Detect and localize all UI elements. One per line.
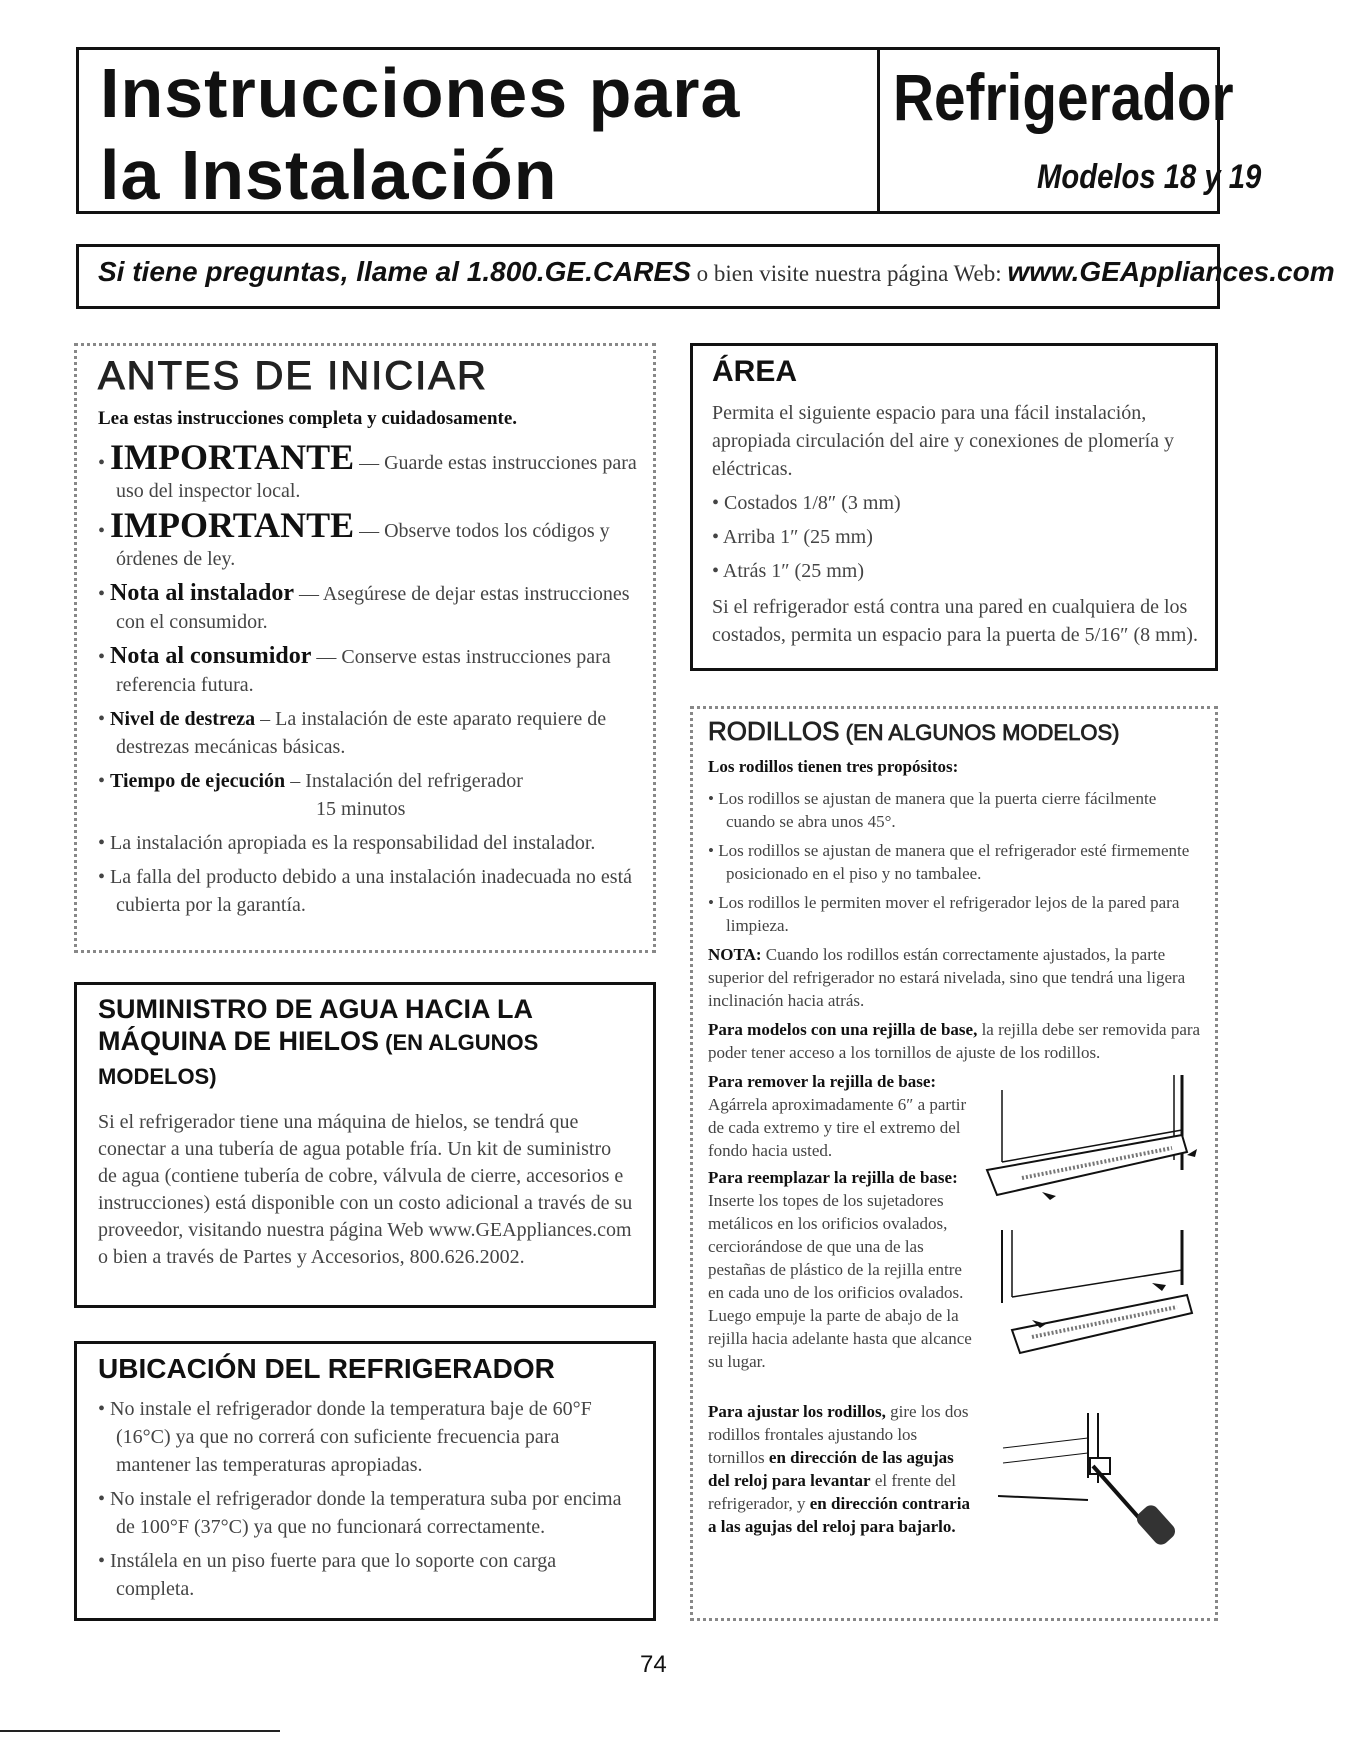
- contact-middle: o bien visite nuestra página Web:: [690, 261, 1008, 286]
- nota-instalador: • Nota al instalador — Asegúrese de dejar estas instrucciones con el consumidor.: [98, 580, 630, 633]
- rodillos-section: [708, 716, 1204, 1570]
- ubicacion-heading: UBICACIÓN DEL REFRIGERADOR: [98, 1353, 555, 1384]
- area-intro: Permita el siguiente espacio para una fácil instalación, apropiada circulación del aire y conexiones de plomería y eléctricas.: [712, 402, 1175, 480]
- rodillos-nota-text: Cuando los rodillos están correctamente ajustados, la parte superior del refrigerador no estará nivelada, sino que tendrá una ligera inclinación hacia atrás.: [708, 945, 1186, 1010]
- rodillos-nota: [708, 943, 1204, 1012]
- rodillos-heading-main: RODILLOS: [708, 716, 840, 746]
- rodillos-heading-suffix: (EN ALGUNOS MODELOS): [839, 720, 1120, 745]
- rodillos-item-text: Los rodillos se ajustan de manera que el refrigerador esté firmemente posicionado en el piso y no tambalee.: [718, 841, 1190, 883]
- phone-question: Si tiene preguntas, llame al 1.800.GE.CARES: [98, 256, 691, 287]
- remover-text: Agárrela aproximadamente 6″ a partir de cada extremo y tire el extremo del fondo hacia usted.: [708, 1095, 967, 1160]
- tiempo-value: 15 minutos: [316, 798, 406, 820]
- area-section: [712, 355, 1202, 649]
- tiempo-text: – Instalación del refrigerador: [285, 770, 523, 792]
- area-item-text: Atrás 1″ (25 mm): [722, 560, 864, 582]
- bullet-responsabilidad-text: La instalación apropiada es la responsabilidad del instalador.: [110, 832, 596, 854]
- agua-heading-main: SUMINISTRO DE AGUA HACIA LA MÁQUINA DE HIELOS: [98, 994, 532, 1056]
- ajustar-bold-2: en dirección contraria a las agujas del reloj para bajarlo.: [708, 1494, 970, 1536]
- bullet-falla: • La falla del producto debido a una instalación inadecuada no está cubierta por la garantía.: [98, 866, 633, 916]
- document-title: [100, 52, 740, 216]
- area-item: • Arriba 1″ (25 mm): [712, 526, 873, 548]
- important-1: • IMPORTANTE — Guarde estas instrucciones para uso del inspector local.: [98, 437, 637, 502]
- agua-heading: [98, 993, 634, 1093]
- tiempo-ejecucion: • Tiempo de ejecución – Instalación del refrigerador 15 minutos: [98, 767, 638, 823]
- nota-consumidor-text: — Conserve estas instrucciones para referencia futura.: [116, 646, 611, 696]
- rodillos-nota-label: NOTA:: [708, 945, 762, 964]
- agua-body: Si el refrigerador tiene una máquina de hielos, se tendrá que conectar a una tubería de agua potable fría. Un kit de suministro de agua (contiene tubería de cobre, válvula de cierre, accesorios e instrucciones) está disponible con un costo adicional a través de su proveedor, visitando nuestra página Web www.GEAppliances.com o bien a través de Partes y Accesorios, 800.626.2002.: [98, 1111, 633, 1268]
- rejilla-instructions: [708, 1070, 1204, 1400]
- rodillos-intro: Los rodillos tienen tres propósitos:: [708, 757, 959, 776]
- bottom-rule: [0, 1730, 280, 1732]
- rodillos-item: • Los rodillos le permiten mover el refrigerador lejos de la pared para limpieza.: [708, 893, 1180, 935]
- important-1-label: IMPORTANTE: [110, 437, 355, 477]
- ubicacion-item-text: No instale el refrigerador donde la temperatura suba por encima de 100°F (37°C) ya que no funcionará correctamente.: [110, 1488, 622, 1538]
- rodillos-rejilla-label: Para modelos con una rejilla de base,: [708, 1020, 978, 1039]
- ajustar-text-1: gire los dos rodillos frontales ajustando los tornillos: [708, 1402, 969, 1467]
- ubicacion-section: [98, 1353, 638, 1609]
- rodillos-item-text: Los rodillos se ajustan de manera que la puerta cierre fácilmente cuando se abra unos 45°.: [718, 789, 1157, 831]
- title-line-1: Instrucciones para: [100, 54, 741, 132]
- ajustar-label: Para ajustar los rodillos,: [708, 1402, 886, 1421]
- remover-label: Para remover la rejilla de base:: [708, 1072, 937, 1091]
- screwdriver-illustration: [998, 1408, 1198, 1568]
- title-divider: [877, 47, 880, 214]
- rodillos-rejilla: [708, 1018, 1204, 1064]
- rodillos-item-text: Los rodillos le permiten mover el refrigerador lejos de la pared para limpieza.: [718, 893, 1180, 935]
- rodillos-heading: [708, 716, 1204, 747]
- ubicacion-item-text: Instálela en un piso fuerte para que lo soporte con carga completa.: [110, 1550, 557, 1600]
- agua-heading-suffix: (EN ALGUNOS MODELOS): [98, 1030, 539, 1089]
- reemplazar-text: Inserte los topes de los sujetadores metálicos en los orificios ovalados, cerciorándose de que una de las pestañas de plástico de la rejilla entre en cada uno de los orificios ovalados. Luego empuje la parte de abajo de la rejilla hacia adelante hasta que alcance su lugar.: [708, 1191, 972, 1371]
- ubicacion-item: • Instálela en un piso fuerte para que lo soporte con carga completa.: [98, 1550, 557, 1600]
- ubicacion-item: • No instale el refrigerador donde la temperatura baje de 60°F (16°C) ya que no correrá con suficiente frecuencia para mantener las temperaturas apropiadas.: [98, 1398, 592, 1476]
- area-heading: ÁREA: [712, 355, 798, 388]
- models-label: Modelos 18 y 19: [1037, 158, 1262, 196]
- area-item: • Costados 1/8″ (3 mm): [712, 492, 901, 514]
- nota-instalador-text: — Asegúrese de dejar estas instrucciones con el consumidor.: [116, 583, 630, 633]
- contact-text: [98, 256, 1335, 288]
- nota-consumidor-label: Nota al consumidor: [110, 643, 312, 669]
- rodillos-item: • Los rodillos se ajustan de manera que la puerta cierre fácilmente cuando se abra unos 45°.: [708, 789, 1157, 831]
- title-line-2: la Instalación: [100, 136, 558, 214]
- product-name: Refrigerador: [893, 60, 1234, 134]
- website-link[interactable]: www.GEAppliances.com: [1007, 256, 1335, 287]
- area-item: • Atrás 1″ (25 mm): [712, 560, 864, 582]
- antes-heading: ANTES DE INICIAR: [98, 354, 488, 398]
- remove-grille-illustration: [982, 1070, 1204, 1200]
- replace-grille-illustration: [982, 1225, 1204, 1360]
- ajustar-text-2: el frente del refrigerador, y: [708, 1471, 957, 1513]
- reemplazar-rejilla: [708, 1166, 976, 1373]
- page-number: 74: [640, 1651, 667, 1678]
- important-2: • IMPORTANTE — Observe todos los códigos y órdenes de ley.: [98, 505, 610, 570]
- important-1-text: — Guarde estas instrucciones para uso del inspector local.: [116, 452, 637, 502]
- ajustar-rodillos-block: [708, 1400, 1204, 1570]
- nota-consumidor: • Nota al consumidor — Conserve estas instrucciones para referencia futura.: [98, 643, 611, 696]
- remover-rejilla: [708, 1070, 976, 1162]
- rodillos-item: • Los rodillos se ajustan de manera que el refrigerador esté firmemente posicionado en el piso y no tambalee.: [708, 841, 1190, 883]
- area-note: Si el refrigerador está contra una pared en cualquiera de los costados, permita un espacio para la puerta de 5/16″ (8 mm).: [712, 596, 1198, 646]
- nota-instalador-label: Nota al instalador: [110, 580, 295, 606]
- ajustar-rodillos: [708, 1400, 976, 1538]
- antes-intro: Lea estas instrucciones completa y cuidadosamente.: [98, 408, 518, 429]
- ajustar-bold-1: en dirección de las agujas del reloj para levantar: [708, 1448, 954, 1490]
- nivel-destreza-label: Nivel de destreza: [110, 708, 256, 730]
- tiempo-label: Tiempo de ejecución: [110, 770, 286, 792]
- bullet-falla-text: La falla del producto debido a una instalación inadecuada no está cubierta por la garantía.: [110, 866, 633, 916]
- nivel-destreza-text: – La instalación de este aparato requiere de destrezas mecánicas básicas.: [116, 708, 607, 758]
- ubicacion-item-text: No instale el refrigerador donde la temperatura baje de 60°F (16°C) ya que no correrá con suficiente frecuencia para mantener las temperaturas apropiadas.: [110, 1398, 592, 1476]
- bullet-responsabilidad: • La instalación apropiada es la responsabilidad del instalador.: [98, 832, 596, 854]
- nivel-destreza: • Nivel de destreza – La instalación de este aparato requiere de destrezas mecánicas básicas.: [98, 708, 607, 758]
- antes-section: [98, 354, 638, 925]
- rodillos-rejilla-text: la rejilla debe ser removida para poder tener acceso a los tornillos de ajuste de los rodillos.: [708, 1020, 1201, 1062]
- area-item-text: Arriba 1″ (25 mm): [722, 526, 873, 548]
- important-2-text: — Observe todos los códigos y órdenes de ley.: [116, 520, 610, 570]
- reemplazar-label: Para reemplazar la rejilla de base:: [708, 1168, 958, 1187]
- area-item-text: Costados 1/8″ (3 mm): [724, 492, 901, 514]
- agua-section: [98, 993, 634, 1271]
- ubicacion-item: • No instale el refrigerador donde la temperatura suba por encima de 100°F (37°C) ya que no funcionará correctamente.: [98, 1488, 622, 1538]
- important-2-label: IMPORTANTE: [110, 505, 355, 545]
